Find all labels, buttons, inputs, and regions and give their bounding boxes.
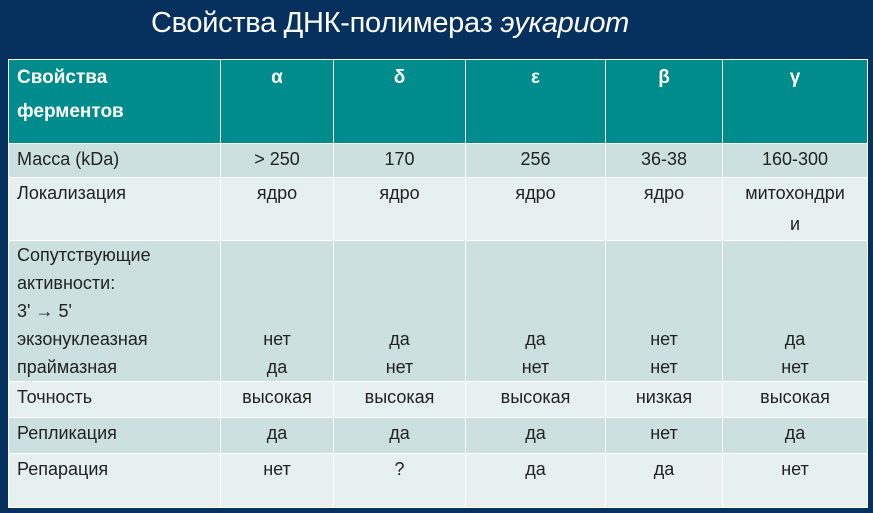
cell <box>221 241 334 382</box>
exo-value: нет <box>650 329 678 349</box>
cell: да <box>466 454 606 508</box>
cell: высокая <box>221 382 334 418</box>
exo-value: да <box>784 329 806 349</box>
header-alpha: α <box>221 60 334 144</box>
header-gamma: γ <box>723 60 868 144</box>
row-label: Локализация <box>9 178 221 241</box>
label-line4: экзонуклеазная <box>17 329 148 349</box>
cell <box>466 241 606 382</box>
cell: да <box>221 418 334 454</box>
row-replication <box>9 418 868 454</box>
header-line2: ферментов <box>17 101 124 122</box>
cell: да <box>606 454 723 508</box>
cell: ядро <box>221 178 334 241</box>
exo-value: нет <box>263 329 291 349</box>
cell: 36-38 <box>606 144 723 178</box>
header-epsilon: ε <box>466 60 606 144</box>
cell: да <box>334 418 466 454</box>
row-activities <box>9 241 868 382</box>
cell: 256 <box>466 144 606 178</box>
slide-title <box>0 4 780 42</box>
cell: 170 <box>334 144 466 178</box>
row-repair <box>9 454 868 508</box>
cell: ядро <box>466 178 606 241</box>
prim-value: да <box>266 357 288 377</box>
prim-value: нет <box>781 357 809 377</box>
row-accuracy <box>9 382 868 418</box>
row-mass <box>9 144 868 178</box>
header-beta: β <box>606 60 723 144</box>
cell-line1: митохондри <box>745 183 845 203</box>
cell: нет <box>723 454 868 508</box>
title-italic: эукариот <box>500 7 630 39</box>
row-localization <box>9 178 868 241</box>
cell: низкая <box>606 382 723 418</box>
label-line3: 3' → 5' <box>17 301 72 321</box>
cell <box>723 178 868 241</box>
exo-value: да <box>525 329 546 349</box>
prim-value: нет <box>385 357 414 377</box>
row-label: Масса (kDa) <box>9 144 221 178</box>
row-label: Точность <box>9 382 221 418</box>
row-label: Репарация <box>9 454 221 508</box>
header-delta: δ <box>334 60 466 144</box>
label-line5: праймазная <box>17 357 117 377</box>
cell: высокая <box>466 382 606 418</box>
label-line1: Сопутствующие <box>17 245 151 265</box>
cell: да <box>723 418 868 454</box>
cell: нет <box>221 454 334 508</box>
cell <box>723 241 868 382</box>
title-main: Свойства ДНК-полимераз <box>150 7 501 39</box>
cell: ядро <box>334 178 466 241</box>
exo-value: да <box>389 329 410 349</box>
header-line1: Свойства <box>17 67 108 88</box>
cell: высокая <box>723 382 868 418</box>
header-row <box>9 60 868 144</box>
cell-line2: и <box>789 214 801 234</box>
cell: да <box>466 418 606 454</box>
cell: 160-300 <box>723 144 868 178</box>
cell <box>606 241 723 382</box>
header-properties <box>9 60 221 144</box>
label-line2: активности: <box>17 273 116 293</box>
cell: нет <box>606 418 723 454</box>
row-label <box>9 241 221 382</box>
prim-value: нет <box>521 357 550 377</box>
row-label: Репликация <box>9 418 221 454</box>
cell: высокая <box>334 382 466 418</box>
cell: ? <box>334 454 466 508</box>
cell: ядро <box>606 178 723 241</box>
polymerase-table <box>8 59 868 508</box>
cell: > 250 <box>221 144 334 178</box>
prim-value: нет <box>650 357 678 377</box>
cell <box>334 241 466 382</box>
